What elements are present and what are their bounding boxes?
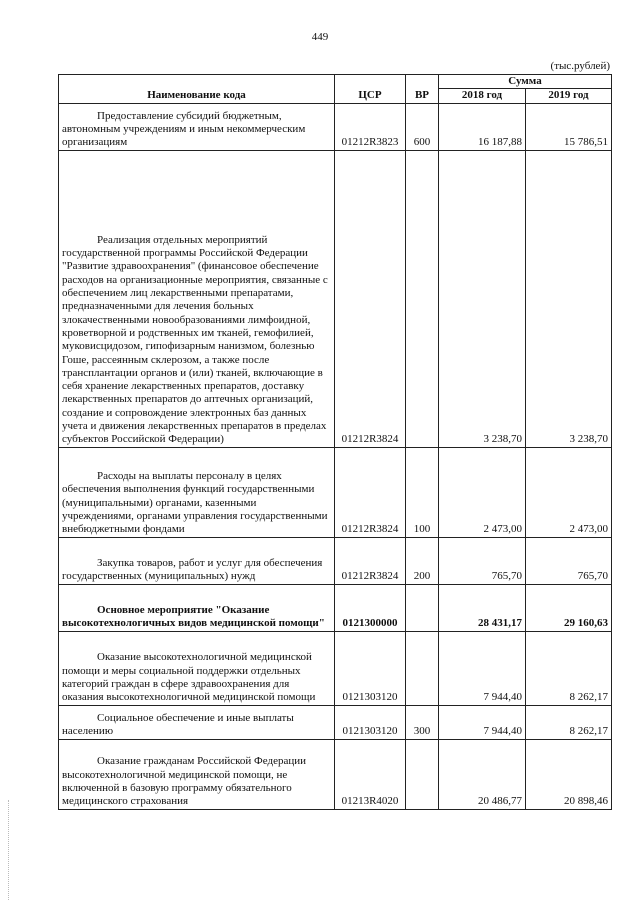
row-2019: 2 473,00 [526,447,612,537]
scan-edge-mark [8,800,10,900]
table-row [59,739,612,809]
row-csr: 0121300000 [335,584,406,631]
row-2018: 20 486,77 [439,739,526,809]
table-row [59,584,612,631]
row-name: Предоставление субсидий бюджетным, автономным учреждениям и иным некоммерческим организациям [62,109,306,149]
table-row [59,150,612,447]
row-name: Социальное обеспечение и иные выплаты населению [62,712,294,738]
row-name: Реализация отдельных мероприятий государственной программы Российской Федерации "Развитие здравоохранения" (финансовое обеспечение расходов на организационные мероприятия, связанные с обеспечением лиц лекарственными препаратами, предназначенными для лечения больных злокачественными новообразованиями лимфоидной, кроветворной и родственных им тканей, гемофилией, муковисцидозом, гипофизарным нанизмом, болезнью Гоше, рассеянным склерозом, а также после трансплантации органов и (или) тканей, включающие в себя хранение лекарственных препаратов, доставку лекарственных препаратов до аптечных организаций, создание и сопровождение электронных баз данных учета и движения лекарственных препаратов в пределах субъектов Российской Федерации) [62,233,328,446]
table-row [59,537,612,584]
row-2018: 16 187,88 [439,103,526,150]
budget-table [58,74,612,810]
row-vr [406,739,439,809]
row-2019: 765,70 [526,537,612,584]
row-csr: 01212R3824 [335,447,406,537]
row-2018: 7 944,40 [439,631,526,705]
row-csr: 01212R3823 [335,103,406,150]
row-csr: 01212R3824 [335,150,406,447]
row-csr: 01212R3824 [335,537,406,584]
row-2019: 8 262,17 [526,705,612,739]
row-name: Расходы на выплаты персоналу в целях обеспечения выполнения функций государственными (муниципальными) органами, казенными учреждениями, органами управления государственными внебюджетными фондами [62,470,328,536]
row-2018: 3 238,70 [439,150,526,447]
header-name: Наименование кода [59,75,335,104]
table-row [59,705,612,739]
row-vr: 600 [406,103,439,150]
row-vr [406,584,439,631]
row-csr: 0121303120 [335,631,406,705]
row-vr [406,150,439,447]
header-vr: ВР [406,75,439,104]
table-row [59,103,612,150]
row-vr: 200 [406,537,439,584]
row-vr: 100 [406,447,439,537]
row-2018: 765,70 [439,537,526,584]
row-name: Основное мероприятие "Оказание высокотехнологичных видов медицинской помощи" [62,604,325,630]
row-csr: 01213R4020 [335,739,406,809]
row-2019: 20 898,46 [526,739,612,809]
row-2019: 8 262,17 [526,631,612,705]
header-2019: 2019 год [526,89,612,103]
header-sum: Сумма [439,75,612,89]
row-name: Оказание высокотехнологичной медицинской помощи и меры социальной поддержки отдельных категорий граждан в сфере здравоохранения для оказания высокотехнологичной медицинской помощи [62,651,316,704]
table-row [59,447,612,537]
units-label: (тыс.рублей) [550,60,610,72]
row-vr [406,631,439,705]
row-2019: 29 160,63 [526,584,612,631]
row-2018: 28 431,17 [439,584,526,631]
row-csr: 0121303120 [335,705,406,739]
header-2018: 2018 год [439,89,526,103]
header-csr: ЦСР [335,75,406,104]
row-name: Оказание гражданам Российской Федерации высокотехнологичной медицинской помощи, не включенной в базовую программу обязательного медицинского страхования [62,755,306,808]
row-2019: 3 238,70 [526,150,612,447]
row-2019: 15 786,51 [526,103,612,150]
row-name: Закупка товаров, работ и услуг для обеспечения государственных (муниципальных) нужд [62,557,323,583]
page-number: 449 [311,31,329,43]
table-row [59,631,612,705]
row-vr: 300 [406,705,439,739]
row-2018: 2 473,00 [439,447,526,537]
row-2018: 7 944,40 [439,705,526,739]
